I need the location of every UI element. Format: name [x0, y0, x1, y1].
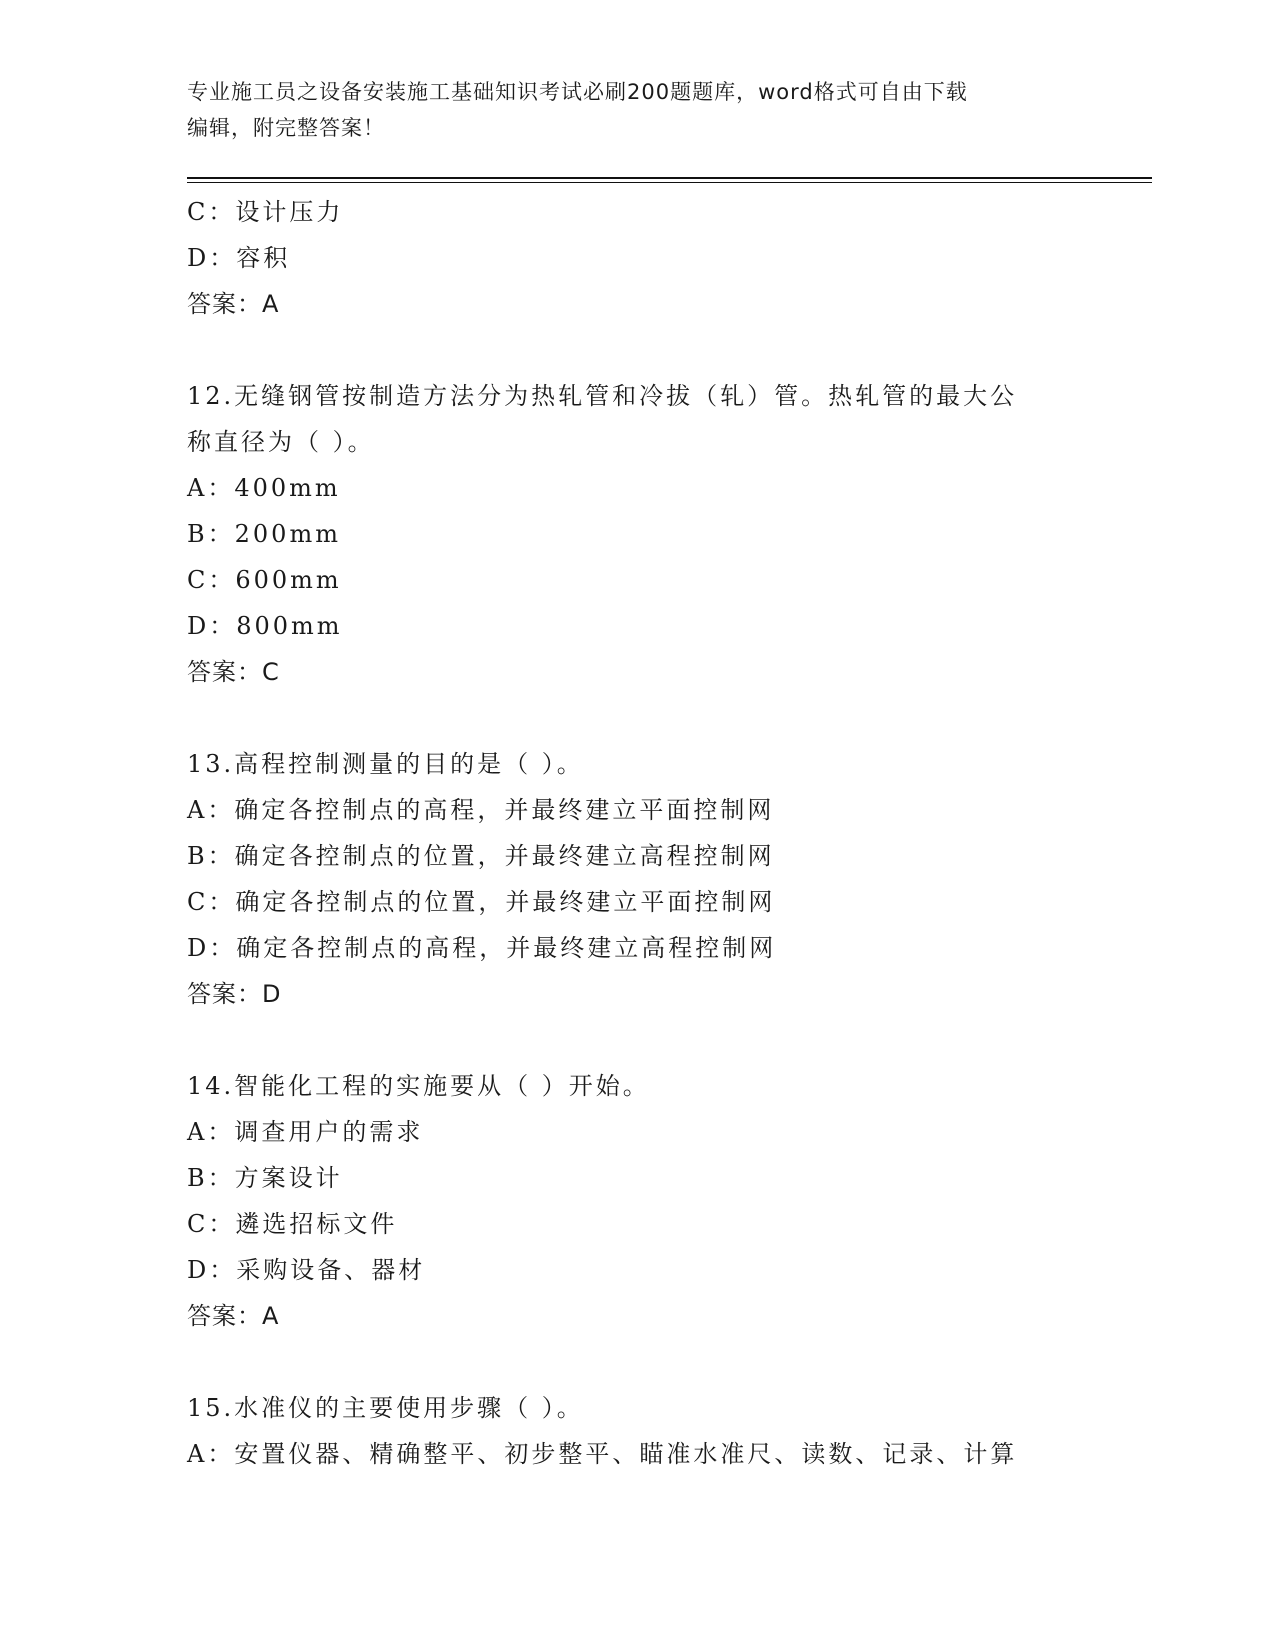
question-stem-line-1: 12.无缝钢管按制造方法分为热轧管和冷拔（轧）管。热轧管的最大公	[187, 382, 1018, 410]
question-spacer	[187, 1339, 1087, 1385]
question-14	[187, 1063, 1087, 1339]
option-a: A：确定各控制点的高程，并最终建立平面控制网	[187, 796, 775, 824]
option-a: A：安置仪器、精确整平、初步整平、瞄准水准尺、读数、记录、计算	[187, 1440, 1018, 1468]
option-c: C：遴选招标文件	[187, 1210, 398, 1238]
answer-line: 答案：D	[187, 980, 282, 1008]
document-header	[187, 74, 1087, 146]
question-spacer	[187, 695, 1087, 741]
question-11-continued	[187, 189, 1087, 327]
option-b: B：确定各控制点的位置，并最终建立高程控制网	[187, 842, 775, 870]
answer-line: 答案：A	[187, 290, 280, 318]
option-a: A：调查用户的需求	[187, 1118, 424, 1146]
option-d: D：800mm	[187, 612, 343, 640]
option-d: D：容积	[187, 244, 291, 272]
option-d: D：确定各控制点的高程，并最终建立高程控制网	[187, 934, 777, 962]
question-stem-line-1: 15.水准仪的主要使用步骤（ ）。	[187, 1394, 584, 1422]
option-c: C：确定各控制点的位置，并最终建立平面控制网	[187, 888, 776, 916]
option-b: B：方案设计	[187, 1164, 343, 1192]
question-list	[187, 189, 1087, 1477]
answer-line: 答案：C	[187, 658, 280, 686]
question-12	[187, 373, 1087, 695]
option-d: D：采购设备、器材	[187, 1256, 426, 1284]
header-title-line-2: 编辑，附完整答案！	[187, 116, 385, 140]
option-a: A：400mm	[187, 474, 341, 502]
question-spacer	[187, 1017, 1087, 1063]
header-rule-thin	[187, 182, 1152, 183]
question-13	[187, 741, 1087, 1017]
question-spacer	[187, 327, 1087, 373]
question-stem-line-1: 14.智能化工程的实施要从（ ）开始。	[187, 1072, 650, 1100]
header-title-line-1: 专业施工员之设备安装施工基础知识考试必刷200题题库，word格式可自由下载	[187, 80, 968, 104]
question-stem-line-2: 称直径为（ ）。	[187, 428, 375, 456]
question-15	[187, 1385, 1087, 1477]
option-c: C：600mm	[187, 566, 342, 594]
answer-line: 答案：A	[187, 1302, 280, 1330]
header-rule-thick	[187, 177, 1152, 179]
question-stem-line-1: 13.高程控制测量的目的是（ ）。	[187, 750, 584, 778]
option-b: B：200mm	[187, 520, 341, 548]
option-c: C：设计压力	[187, 198, 344, 226]
